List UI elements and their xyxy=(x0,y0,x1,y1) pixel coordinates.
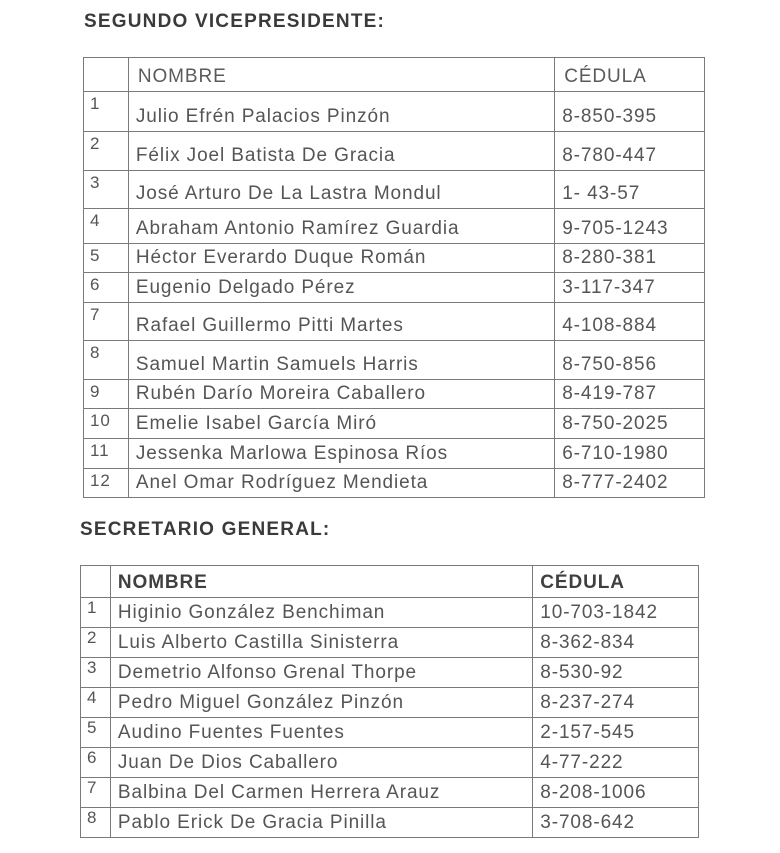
row-number: 1 xyxy=(81,598,111,628)
row-name: Héctor Everardo Duque Román xyxy=(128,244,554,273)
row-cedula: 10-703-1842 xyxy=(533,598,699,628)
row-cedula: 8-750-2025 xyxy=(555,409,705,439)
table-header-row xyxy=(84,58,705,92)
row-name: Rafael Guillermo Pitti Martes xyxy=(128,303,554,341)
row-name: Demetrio Alfonso Grenal Thorpe xyxy=(110,658,532,688)
table-row xyxy=(81,748,699,778)
row-number: 11 xyxy=(84,439,129,469)
section-title-secretario-general: SECRETARIO GENERAL: xyxy=(80,519,331,540)
header-cedula: CÉDULA xyxy=(555,58,705,92)
table-row xyxy=(84,469,705,498)
table-row xyxy=(81,808,699,838)
table-row xyxy=(84,439,705,469)
row-cedula: 8-362-834 xyxy=(533,628,699,658)
header-num xyxy=(81,566,111,598)
row-name: Félix Joel Batista De Gracia xyxy=(128,132,554,171)
section-title-segundo-vicepresidente: SEGUNDO VICEPRESIDENTE: xyxy=(84,11,386,32)
table-row xyxy=(81,598,699,628)
row-cedula: 6-710-1980 xyxy=(555,439,705,469)
row-number: 2 xyxy=(81,628,111,658)
row-cedula: 8-237-274 xyxy=(533,688,699,718)
row-cedula: 8-280-381 xyxy=(555,244,705,273)
table-header-row xyxy=(81,566,699,598)
row-number: 3 xyxy=(81,658,111,688)
header-nombre: NOMBRE xyxy=(110,566,532,598)
row-name: Pablo Erick De Gracia Pinilla xyxy=(110,808,532,838)
row-name: Anel Omar Rodríguez Mendieta xyxy=(128,469,554,498)
row-name: Luis Alberto Castilla Sinisterra xyxy=(110,628,532,658)
row-name: Abraham Antonio Ramírez Guardia xyxy=(128,209,554,244)
table-row xyxy=(81,718,699,748)
table-row xyxy=(84,92,705,132)
table-row xyxy=(84,171,705,209)
row-cedula: 2-157-545 xyxy=(533,718,699,748)
row-number: 9 xyxy=(84,380,129,409)
table-row xyxy=(84,380,705,409)
table-row xyxy=(84,209,705,244)
row-name: Rubén Darío Moreira Caballero xyxy=(128,380,554,409)
row-cedula: 3-708-642 xyxy=(533,808,699,838)
row-number: 10 xyxy=(84,409,129,439)
row-number: 4 xyxy=(81,688,111,718)
row-name: Samuel Martin Samuels Harris xyxy=(128,341,554,380)
header-cedula: CÉDULA xyxy=(533,566,699,598)
row-number: 1 xyxy=(84,92,129,132)
row-number: 6 xyxy=(84,273,129,303)
row-number: 8 xyxy=(81,808,111,838)
table-row xyxy=(81,778,699,808)
header-nombre: NOMBRE xyxy=(128,58,554,92)
row-cedula: 8-419-787 xyxy=(555,380,705,409)
row-name: José Arturo De La Lastra Mondul xyxy=(128,171,554,209)
table-row xyxy=(84,273,705,303)
table-row xyxy=(84,341,705,380)
row-number: 3 xyxy=(84,171,129,209)
row-name: Higinio González Benchiman xyxy=(110,598,532,628)
row-name: Juan De Dios Caballero xyxy=(110,748,532,778)
row-name: Balbina Del Carmen Herrera Arauz xyxy=(110,778,532,808)
row-number: 7 xyxy=(84,303,129,341)
row-number: 4 xyxy=(84,209,129,244)
row-cedula: 8-777-2402 xyxy=(555,469,705,498)
table-row xyxy=(84,303,705,341)
row-name: Julio Efrén Palacios Pinzón xyxy=(128,92,554,132)
row-name: Emelie Isabel García Miró xyxy=(128,409,554,439)
table-row xyxy=(81,688,699,718)
row-number: 7 xyxy=(81,778,111,808)
row-number: 8 xyxy=(84,341,129,380)
table-row xyxy=(84,244,705,273)
row-number: 6 xyxy=(81,748,111,778)
row-cedula: 3-117-347 xyxy=(555,273,705,303)
row-cedula: 1- 43-57 xyxy=(555,171,705,209)
row-number: 5 xyxy=(84,244,129,273)
row-name: Pedro Miguel González Pinzón xyxy=(110,688,532,718)
row-cedula: 8-780-447 xyxy=(555,132,705,171)
row-cedula: 4-77-222 xyxy=(533,748,699,778)
row-number: 2 xyxy=(84,132,129,171)
table-row xyxy=(84,132,705,171)
row-name: Eugenio Delgado Pérez xyxy=(128,273,554,303)
row-cedula: 8-750-856 xyxy=(555,341,705,380)
row-cedula: 9-705-1243 xyxy=(555,209,705,244)
row-name: Jessenka Marlowa Espinosa Ríos xyxy=(128,439,554,469)
row-name: Audino Fuentes Fuentes xyxy=(110,718,532,748)
row-cedula: 8-530-92 xyxy=(533,658,699,688)
table-row xyxy=(81,658,699,688)
header-num xyxy=(84,58,129,92)
row-number: 5 xyxy=(81,718,111,748)
table-row xyxy=(84,409,705,439)
row-cedula: 4-108-884 xyxy=(555,303,705,341)
table-row xyxy=(81,628,699,658)
segundo-vicepresidente-table xyxy=(83,57,705,498)
row-cedula: 8-850-395 xyxy=(555,92,705,132)
row-number: 12 xyxy=(84,469,129,498)
row-cedula: 8-208-1006 xyxy=(533,778,699,808)
secretario-general-table xyxy=(80,565,699,838)
